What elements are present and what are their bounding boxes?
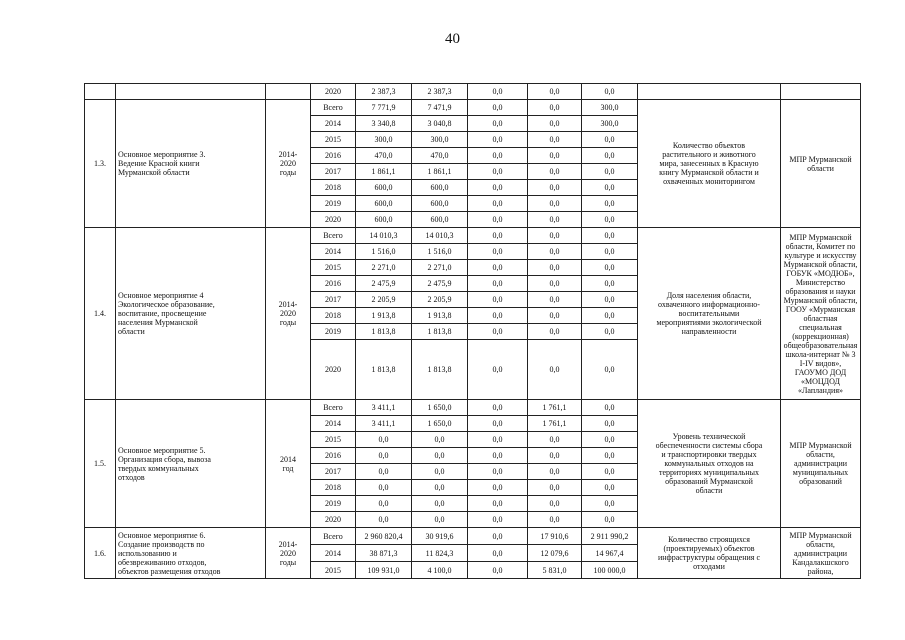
- year-cell: 2020: [311, 512, 356, 528]
- value-cell: 2 911 990,2: [582, 528, 638, 545]
- value-cell: 0,0: [468, 196, 528, 212]
- year-cell: 2015: [311, 562, 356, 579]
- value-cell: 0,0: [528, 448, 582, 464]
- year-cell: 2016: [311, 448, 356, 464]
- value-cell: 0,0: [412, 480, 468, 496]
- section-executor: МПР Мурманской области, администрации Кандалакшского района,: [781, 528, 861, 579]
- value-cell: 0,0: [582, 84, 638, 100]
- value-cell: 2 387,3: [412, 84, 468, 100]
- value-cell: 0,0: [582, 416, 638, 432]
- value-cell: 3 411,1: [356, 416, 412, 432]
- table-row: [85, 228, 861, 244]
- value-cell: 1 813,8: [356, 324, 412, 340]
- value-cell: 0,0: [468, 228, 528, 244]
- section-name: Основное мероприятие 5. Организация сбора, вывоза твердых коммунальных отходов: [116, 400, 266, 528]
- value-cell: 0,0: [528, 324, 582, 340]
- value-cell: 14 010,3: [412, 228, 468, 244]
- value-cell: 0,0: [528, 180, 582, 196]
- value-cell: 0,0: [528, 292, 582, 308]
- value-cell: 0,0: [468, 324, 528, 340]
- value-cell: 0,0: [468, 100, 528, 116]
- value-cell: 1 813,8: [356, 340, 412, 400]
- value-cell: 0,0: [582, 212, 638, 228]
- value-cell: 0,0: [528, 464, 582, 480]
- value-cell: 0,0: [582, 464, 638, 480]
- value-cell: 600,0: [356, 212, 412, 228]
- section-period: 2014- 2020 годы: [266, 228, 311, 400]
- value-cell: 0,0: [528, 100, 582, 116]
- value-cell: 0,0: [468, 260, 528, 276]
- value-cell: 2 475,9: [412, 276, 468, 292]
- year-cell: Всего: [311, 100, 356, 116]
- year-cell: 2018: [311, 180, 356, 196]
- section-name: Основное мероприятие 6. Создание производств по использованию и обезвреживанию отходов, объектов размещения отходов: [116, 528, 266, 579]
- value-cell: 0,0: [582, 448, 638, 464]
- section-executor: МПР Мурманской области: [781, 100, 861, 228]
- year-cell: Всего: [311, 528, 356, 545]
- value-cell: 2 475,9: [356, 276, 412, 292]
- value-cell: 0,0: [528, 212, 582, 228]
- value-cell: 3 340,8: [356, 116, 412, 132]
- value-cell: 0,0: [468, 496, 528, 512]
- value-cell: 0,0: [582, 496, 638, 512]
- year-cell: 2019: [311, 196, 356, 212]
- value-cell: 0,0: [468, 84, 528, 100]
- value-cell: 0,0: [356, 496, 412, 512]
- section-period: 2014- 2020 годы: [266, 100, 311, 228]
- page-number: 40: [445, 31, 460, 47]
- value-cell: 0,0: [582, 260, 638, 276]
- program-table: [84, 83, 860, 579]
- section-name: Основное мероприятие 4 Экологическое образование, воспитание, просвещение населения Мурманской области: [116, 228, 266, 400]
- year-cell: 2016: [311, 148, 356, 164]
- value-cell: 0,0: [528, 116, 582, 132]
- value-cell: 0,0: [528, 260, 582, 276]
- value-cell: 0,0: [528, 196, 582, 212]
- value-cell: 0,0: [582, 196, 638, 212]
- value-cell: 0,0: [468, 528, 528, 545]
- value-cell: 17 910,6: [528, 528, 582, 545]
- value-cell: 1 761,1: [528, 400, 582, 416]
- table-row: [85, 528, 861, 545]
- year-cell: 2014: [311, 116, 356, 132]
- value-cell: 300,0: [582, 116, 638, 132]
- value-cell: 2 271,0: [412, 260, 468, 276]
- value-cell: 0,0: [468, 432, 528, 448]
- value-cell: 0,0: [468, 244, 528, 260]
- value-cell: 0,0: [528, 132, 582, 148]
- year-cell: 2018: [311, 480, 356, 496]
- year-cell: 2017: [311, 164, 356, 180]
- year-cell: 2015: [311, 432, 356, 448]
- year-cell: Всего: [311, 400, 356, 416]
- value-cell: 0,0: [412, 512, 468, 528]
- value-cell: 1 516,0: [412, 244, 468, 260]
- value-cell: 0,0: [468, 132, 528, 148]
- value-cell: 0,0: [468, 116, 528, 132]
- value-cell: 1 761,1: [528, 416, 582, 432]
- value-cell: 1 861,1: [412, 164, 468, 180]
- value-cell: 600,0: [412, 212, 468, 228]
- value-cell: 0,0: [412, 464, 468, 480]
- value-cell: 0,0: [582, 244, 638, 260]
- year-cell: 2020: [311, 84, 356, 100]
- value-cell: 2 205,9: [412, 292, 468, 308]
- value-cell: 2 205,9: [356, 292, 412, 308]
- value-cell: 0,0: [412, 448, 468, 464]
- value-cell: 11 824,3: [412, 545, 468, 562]
- value-cell: 1 861,1: [356, 164, 412, 180]
- value-cell: 2 271,0: [356, 260, 412, 276]
- value-cell: 0,0: [468, 148, 528, 164]
- value-cell: 0,0: [528, 432, 582, 448]
- value-cell: 0,0: [528, 512, 582, 528]
- value-cell: 30 919,6: [412, 528, 468, 545]
- table-row: [85, 100, 861, 116]
- value-cell: 0,0: [468, 292, 528, 308]
- value-cell: 0,0: [582, 164, 638, 180]
- value-cell: 0,0: [582, 480, 638, 496]
- section-number: 1.4.: [85, 228, 116, 400]
- value-cell: 7 771,9: [356, 100, 412, 116]
- value-cell: 0,0: [528, 340, 582, 400]
- value-cell: 7 471,9: [412, 100, 468, 116]
- value-cell: 14 010,3: [356, 228, 412, 244]
- value-cell: 0,0: [528, 480, 582, 496]
- value-cell: 4 100,0: [412, 562, 468, 579]
- value-cell: 0,0: [468, 180, 528, 196]
- value-cell: 0,0: [582, 432, 638, 448]
- value-cell: 12 079,6: [528, 545, 582, 562]
- year-cell: 2014: [311, 416, 356, 432]
- section-period: 2014- 2020 годы: [266, 528, 311, 579]
- value-cell: 1 650,0: [412, 400, 468, 416]
- value-cell: 0,0: [528, 164, 582, 180]
- year-cell: 2019: [311, 324, 356, 340]
- value-cell: 0,0: [582, 324, 638, 340]
- year-cell: 2017: [311, 464, 356, 480]
- value-cell: 300,0: [412, 132, 468, 148]
- value-cell: 0,0: [528, 148, 582, 164]
- value-cell: 300,0: [356, 132, 412, 148]
- value-cell: 0,0: [528, 308, 582, 324]
- value-cell: 0,0: [468, 448, 528, 464]
- year-cell: 2017: [311, 292, 356, 308]
- value-cell: 0,0: [528, 496, 582, 512]
- value-cell: 0,0: [582, 180, 638, 196]
- section-name: Основное мероприятие 3. Ведение Красной книги Мурманской области: [116, 100, 266, 228]
- value-cell: 1 813,8: [412, 340, 468, 400]
- value-cell: 109 931,0: [356, 562, 412, 579]
- value-cell: 0,0: [468, 512, 528, 528]
- value-cell: 0,0: [468, 464, 528, 480]
- value-cell: 2 387,3: [356, 84, 412, 100]
- year-cell: Всего: [311, 228, 356, 244]
- section-number: 1.3.: [85, 100, 116, 228]
- value-cell: 0,0: [468, 164, 528, 180]
- value-cell: 0,0: [356, 480, 412, 496]
- section-number: 1.6.: [85, 528, 116, 579]
- value-cell: 2 960 820,4: [356, 528, 412, 545]
- value-cell: 470,0: [412, 148, 468, 164]
- value-cell: 0,0: [468, 480, 528, 496]
- value-cell: 100 000,0: [582, 562, 638, 579]
- value-cell: 0,0: [356, 512, 412, 528]
- value-cell: 0,0: [582, 292, 638, 308]
- value-cell: 1 516,0: [356, 244, 412, 260]
- value-cell: 600,0: [412, 180, 468, 196]
- year-cell: 2019: [311, 496, 356, 512]
- value-cell: 14 967,4: [582, 545, 638, 562]
- value-cell: 0,0: [582, 132, 638, 148]
- value-cell: 38 871,3: [356, 545, 412, 562]
- value-cell: 1 913,8: [356, 308, 412, 324]
- year-cell: 2018: [311, 308, 356, 324]
- value-cell: 1 913,8: [412, 308, 468, 324]
- value-cell: 600,0: [356, 196, 412, 212]
- value-cell: 470,0: [356, 148, 412, 164]
- value-cell: 0,0: [356, 464, 412, 480]
- value-cell: 0,0: [356, 448, 412, 464]
- value-cell: 0,0: [468, 562, 528, 579]
- value-cell: 0,0: [582, 276, 638, 292]
- section-period: 2014 год: [266, 400, 311, 528]
- value-cell: 1 813,8: [412, 324, 468, 340]
- year-cell: 2015: [311, 260, 356, 276]
- section-indicator: Доля населения области, охваченного информационно- воспитательными мероприятиями экологической направленности: [638, 228, 781, 400]
- value-cell: 600,0: [412, 196, 468, 212]
- year-cell: 2014: [311, 244, 356, 260]
- value-cell: 0,0: [468, 545, 528, 562]
- value-cell: 0,0: [468, 212, 528, 228]
- year-cell: 2016: [311, 276, 356, 292]
- value-cell: 0,0: [412, 432, 468, 448]
- value-cell: 0,0: [582, 308, 638, 324]
- value-cell: 0,0: [582, 340, 638, 400]
- value-cell: 0,0: [582, 228, 638, 244]
- value-cell: 0,0: [468, 308, 528, 324]
- year-cell: 2020: [311, 212, 356, 228]
- value-cell: 0,0: [582, 148, 638, 164]
- value-cell: 0,0: [528, 244, 582, 260]
- value-cell: 0,0: [468, 276, 528, 292]
- value-cell: 0,0: [528, 84, 582, 100]
- value-cell: 0,0: [356, 432, 412, 448]
- table-row: [85, 84, 861, 100]
- value-cell: 0,0: [582, 400, 638, 416]
- value-cell: 600,0: [356, 180, 412, 196]
- value-cell: 1 650,0: [412, 416, 468, 432]
- year-cell: 2020: [311, 340, 356, 400]
- value-cell: 0,0: [528, 228, 582, 244]
- year-cell: 2015: [311, 132, 356, 148]
- year-cell: 2014: [311, 545, 356, 562]
- value-cell: 3 040,8: [412, 116, 468, 132]
- section-number: 1.5.: [85, 400, 116, 528]
- section-executor: МПР Мурманской области, Комитет по культуре и искусству Мурманской области, ГОБУК «МОДЮБ», Министерство образования и науки Мурманской области, ГООУ «Мурманская областная специальная (коррекционная) общеобразовательная школа-интернат № 3 I-IV видов», ГАОУМО ДОД «МОЦДОД «Лапландия»: [781, 228, 861, 400]
- section-indicator: Уровень технической обеспеченности системы сбора и транспортировки твердых коммунальных отходов на территориях муниципальных образований Мурманской области: [638, 400, 781, 528]
- value-cell: 0,0: [468, 400, 528, 416]
- value-cell: 5 831,0: [528, 562, 582, 579]
- value-cell: 0,0: [582, 512, 638, 528]
- table-row: [85, 400, 861, 416]
- value-cell: 0,0: [468, 416, 528, 432]
- value-cell: 300,0: [582, 100, 638, 116]
- value-cell: 0,0: [468, 340, 528, 400]
- section-indicator: Количество строящихся (проектируемых) объектов инфраструктуры обращения с отходами: [638, 528, 781, 579]
- section-indicator: Количество объектов растительного и животного мира, занесенных в Красную книгу Мурманской области и охваченных мониторингом: [638, 100, 781, 228]
- value-cell: 0,0: [528, 276, 582, 292]
- section-executor: МПР Мурманской области, администрации муниципальных образований: [781, 400, 861, 528]
- value-cell: 0,0: [412, 496, 468, 512]
- value-cell: 3 411,1: [356, 400, 412, 416]
